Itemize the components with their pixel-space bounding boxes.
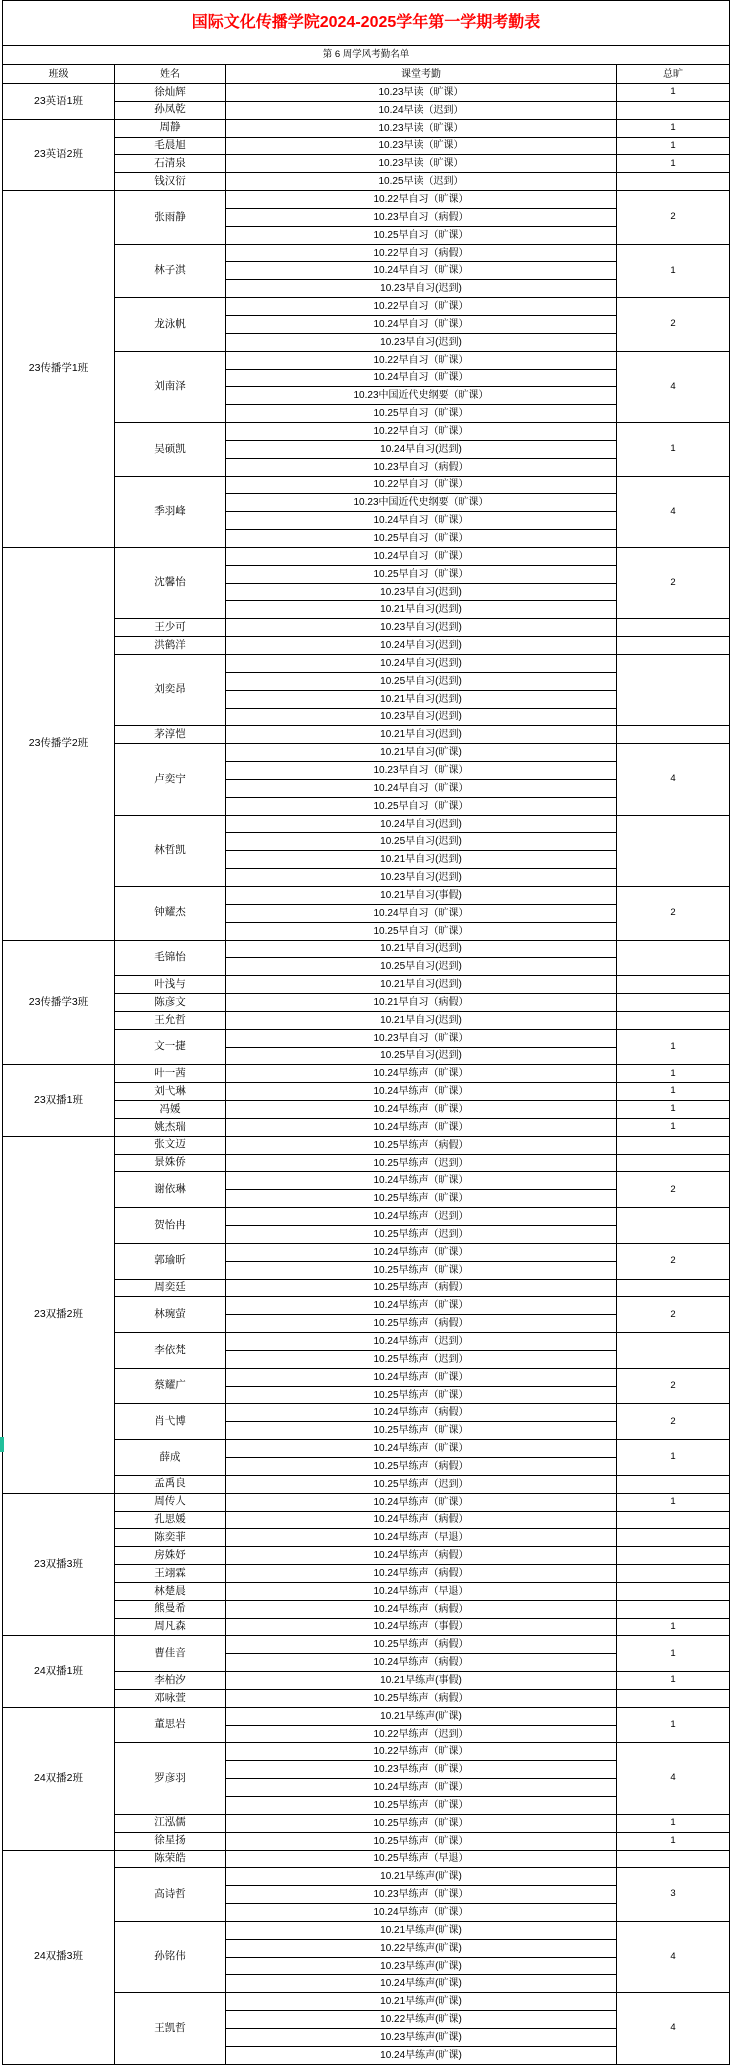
student-name-cell: 文一捷 [115, 1029, 226, 1065]
attendance-record-cell: 10.25早练声（旷课） [226, 1814, 617, 1832]
attendance-record-cell: 10.21早自习(迟到) [226, 726, 617, 744]
attendance-record-cell: 10.22早练声(旷课) [226, 2011, 617, 2029]
attendance-record-cell: 10.21早自习(事假) [226, 886, 617, 904]
attendance-record-cell: 10.24早练声（旷课） [226, 1904, 617, 1922]
attendance-record-cell: 10.25早练声（迟到） [226, 1475, 617, 1493]
absence-total-cell: 4 [617, 1993, 730, 2065]
student-name-cell: 林子淇 [115, 244, 226, 298]
attendance-record-cell: 10.24早自习(迟到) [226, 440, 617, 458]
attendance-record-cell: 10.23早练声（旷课） [226, 1886, 617, 1904]
attendance-record-cell: 10.21早练声(事假) [226, 1672, 617, 1690]
attendance-record-cell: 10.24早练声（旷课） [226, 1440, 617, 1458]
attendance-record-cell: 10.22早自习（旷课） [226, 191, 617, 209]
absence-total-cell: 4 [617, 1743, 730, 1814]
absence-total-cell [617, 1475, 730, 1493]
attendance-record-cell: 10.24早练声（早退） [226, 1582, 617, 1600]
absence-total-cell [617, 976, 730, 994]
student-name-cell: 吴硕凯 [115, 423, 226, 477]
absence-total-cell: 1 [617, 423, 730, 477]
attendance-record-cell: 10.21早自习(迟到) [226, 601, 617, 619]
attendance-record-cell: 10.23早练声(旷课) [226, 1957, 617, 1975]
attendance-record-cell: 10.25早自习（旷课） [226, 226, 617, 244]
attendance-record-cell: 10.24早练声（病假） [226, 1547, 617, 1565]
student-name-cell: 陈荣皓 [115, 1850, 226, 1868]
attendance-record-cell: 10.22早自习（旷课） [226, 298, 617, 316]
student-name-cell: 曹佳音 [115, 1636, 226, 1672]
attendance-record-cell: 10.24早自习（旷课） [226, 262, 617, 280]
attendance-record-cell: 10.21早自习(迟到) [226, 690, 617, 708]
attendance-record-cell: 10.24早练声（事假） [226, 1618, 617, 1636]
class-name-cell: 23传播学3班 [3, 940, 115, 1065]
student-name-cell: 张雨静 [115, 191, 226, 245]
attendance-record-cell: 10.23早读（旷课） [226, 137, 617, 155]
absence-total-cell: 1 [617, 137, 730, 155]
absence-total-cell: 2 [617, 886, 730, 940]
attendance-record-cell: 10.25早练声（旷课） [226, 1832, 617, 1850]
class-name-cell: 23英语2班 [3, 119, 115, 190]
student-name-cell: 洪鹤洋 [115, 637, 226, 655]
student-name-cell: 谢依琳 [115, 1172, 226, 1208]
attendance-record-cell: 10.25早读（迟到） [226, 173, 617, 191]
student-name-cell: 张文迈 [115, 1136, 226, 1154]
attendance-record-cell: 10.24早自习(迟到) [226, 815, 617, 833]
attendance-row [3, 547, 730, 565]
student-name-cell: 叶一茜 [115, 1065, 226, 1083]
subtitle-row [3, 46, 730, 65]
attendance-row [3, 84, 730, 102]
title-row [3, 1, 730, 46]
student-name-cell: 李依梵 [115, 1333, 226, 1369]
col-header-total: 总旷 [617, 65, 730, 84]
attendance-record-cell: 10.21早自习（病假） [226, 994, 617, 1012]
absence-total-cell: 3 [617, 1868, 730, 1922]
attendance-record-cell: 10.24早练声（早退） [226, 1529, 617, 1547]
student-name-cell: 景姝侨 [115, 1154, 226, 1172]
attendance-record-cell: 10.24早自习(迟到) [226, 637, 617, 655]
attendance-record-cell: 10.25早自习（旷课） [226, 797, 617, 815]
attendance-record-cell: 10.25早练声（病假） [226, 1315, 617, 1333]
attendance-record-cell: 10.23早自习（病假） [226, 458, 617, 476]
absence-total-cell: 1 [617, 1832, 730, 1850]
absence-total-cell [617, 1689, 730, 1707]
attendance-record-cell: 10.24早练声（旷课） [226, 1779, 617, 1797]
attendance-record-cell: 10.23早自习（病假） [226, 208, 617, 226]
absence-total-cell [617, 619, 730, 637]
student-name-cell: 熊曼希 [115, 1600, 226, 1618]
absence-total-cell [617, 173, 730, 191]
student-name-cell: 罗彦羽 [115, 1743, 226, 1814]
absence-total-cell [617, 1511, 730, 1529]
student-name-cell: 姚杰瑞 [115, 1118, 226, 1136]
attendance-row [3, 1493, 730, 1511]
attendance-record-cell: 10.22早练声(旷课) [226, 1939, 617, 1957]
attendance-record-cell: 10.24早练声（病假） [226, 1654, 617, 1672]
attendance-row [3, 1636, 730, 1654]
absence-total-cell [617, 1600, 730, 1618]
student-name-cell: 林琬萤 [115, 1297, 226, 1333]
attendance-record-cell: 10.21早练声(旷课) [226, 1921, 617, 1939]
absence-total-cell: 1 [617, 155, 730, 173]
student-name-cell: 周奕廷 [115, 1279, 226, 1297]
absence-total-cell [617, 1850, 730, 1868]
class-name-cell: 23双播3班 [3, 1493, 115, 1636]
attendance-record-cell: 10.23早自习（旷课） [226, 1029, 617, 1047]
attendance-record-cell: 10.24早练声（旷课） [226, 1493, 617, 1511]
attendance-record-cell: 10.25早自习(迟到) [226, 1047, 617, 1065]
student-name-cell: 高诗哲 [115, 1868, 226, 1922]
attendance-record-cell: 10.21早练声(旷课) [226, 1707, 617, 1725]
attendance-record-cell: 10.21早自习(旷课) [226, 744, 617, 762]
attendance-record-cell: 10.24早练声（旷课） [226, 1065, 617, 1083]
absence-total-cell: 1 [617, 1083, 730, 1101]
attendance-record-cell: 10.25早练声（病假） [226, 1279, 617, 1297]
attendance-record-cell: 10.23早自习(迟到) [226, 333, 617, 351]
absence-total-cell: 1 [617, 1672, 730, 1690]
student-name-cell: 孔思媛 [115, 1511, 226, 1529]
attendance-record-cell: 10.24早自习（旷课） [226, 512, 617, 530]
attendance-record-cell: 10.23早自习(迟到) [226, 869, 617, 887]
attendance-record-cell: 10.25早练声（迟到） [226, 1154, 617, 1172]
attendance-record-cell: 10.21早自习(迟到) [226, 851, 617, 869]
absence-total-cell: 4 [617, 744, 730, 815]
absence-total-cell: 4 [617, 1921, 730, 1992]
absence-total-cell: 1 [617, 1101, 730, 1119]
absence-total-cell: 1 [617, 84, 730, 102]
attendance-record-cell: 10.25早练声（迟到） [226, 1350, 617, 1368]
attendance-record-cell: 10.23早自习(迟到) [226, 280, 617, 298]
attendance-record-cell: 10.25早自习(迟到) [226, 833, 617, 851]
attendance-record-cell: 10.23早读（旷课） [226, 119, 617, 137]
attendance-record-cell: 10.25早练声（病假） [226, 1689, 617, 1707]
absence-total-cell [617, 815, 730, 886]
attendance-row [3, 1065, 730, 1083]
absence-total-cell: 1 [617, 1707, 730, 1743]
student-name-cell: 江泓儒 [115, 1814, 226, 1832]
student-name-cell: 王凯哲 [115, 1993, 226, 2065]
attendance-record-cell: 10.24早练声(旷课) [226, 2046, 617, 2064]
attendance-record-cell: 10.25早练声（病假） [226, 1457, 617, 1475]
attendance-record-cell: 10.22早自习（病假） [226, 244, 617, 262]
class-name-cell: 23传播学2班 [3, 547, 115, 940]
attendance-record-cell: 10.22早练声（旷课） [226, 1743, 617, 1761]
student-name-cell: 沈馨怡 [115, 547, 226, 618]
attendance-record-cell: 10.24早练声（迟到） [226, 1208, 617, 1226]
attendance-record-cell: 10.25早练声（病假） [226, 1136, 617, 1154]
attendance-record-cell: 10.25早练声（旷课） [226, 1422, 617, 1440]
absence-total-cell [617, 637, 730, 655]
student-name-cell: 石清泉 [115, 155, 226, 173]
student-name-cell: 肖弋博 [115, 1404, 226, 1440]
attendance-record-cell: 10.23早自习(迟到) [226, 619, 617, 637]
attendance-record-cell: 10.23早练声（旷课） [226, 1761, 617, 1779]
absence-total-cell: 1 [617, 1636, 730, 1672]
student-name-cell: 林哲凯 [115, 815, 226, 886]
attendance-record-cell: 10.25早练声（迟到） [226, 1226, 617, 1244]
student-name-cell: 蔡耀广 [115, 1368, 226, 1404]
student-name-cell: 叶浅与 [115, 976, 226, 994]
attendance-rows [3, 84, 730, 2065]
attendance-record-cell: 10.25早练声（旷课） [226, 1797, 617, 1815]
student-name-cell: 徐星扬 [115, 1832, 226, 1850]
absence-total-cell [617, 1565, 730, 1583]
absence-total-cell: 2 [617, 1172, 730, 1208]
attendance-record-cell: 10.25早自习（旷课） [226, 405, 617, 423]
attendance-record-cell: 10.23早读（旷课） [226, 84, 617, 102]
absence-total-cell: 2 [617, 1297, 730, 1333]
class-name-cell: 24双播3班 [3, 1850, 115, 2064]
absence-total-cell: 1 [617, 1440, 730, 1476]
student-name-cell: 郭瑜昕 [115, 1243, 226, 1279]
student-name-cell: 孙铭伟 [115, 1921, 226, 1992]
attendance-table [2, 0, 730, 2065]
student-name-cell: 李柏汐 [115, 1672, 226, 1690]
absence-total-cell: 2 [617, 1404, 730, 1440]
student-name-cell: 董思岩 [115, 1707, 226, 1743]
attendance-record-cell: 10.23早自习(迟到) [226, 708, 617, 726]
attendance-record-cell: 10.24早练声（迟到） [226, 1333, 617, 1351]
student-name-cell: 龙泳帆 [115, 298, 226, 352]
attendance-record-cell: 10.24早练声（病假） [226, 1565, 617, 1583]
student-name-cell: 贺怡冉 [115, 1208, 226, 1244]
absence-total-cell: 2 [617, 1243, 730, 1279]
student-name-cell: 周凡森 [115, 1618, 226, 1636]
absence-total-cell [617, 1136, 730, 1154]
absence-total-cell [617, 655, 730, 726]
absence-total-cell [617, 1547, 730, 1565]
absence-total-cell [617, 1154, 730, 1172]
attendance-record-cell: 10.25早自习(迟到) [226, 958, 617, 976]
absence-total-cell [617, 940, 730, 976]
week-subtitle: 第 6 周学风考勤名单 [3, 46, 730, 65]
student-name-cell: 刘南泽 [115, 351, 226, 422]
attendance-row [3, 1707, 730, 1725]
absence-total-cell: 2 [617, 298, 730, 352]
student-name-cell: 孙凤乾 [115, 101, 226, 119]
attendance-record-cell: 10.22早练声（迟到） [226, 1725, 617, 1743]
student-name-cell: 毛锦怡 [115, 940, 226, 976]
attendance-record-cell: 10.24早练声（病假） [226, 1511, 617, 1529]
col-header-name: 姓名 [115, 65, 226, 84]
selection-marker [0, 1437, 4, 1452]
attendance-record-cell: 10.25早练声（病假） [226, 1636, 617, 1654]
attendance-record-cell: 10.21早自习(迟到) [226, 1011, 617, 1029]
attendance-record-cell: 10.23早读（旷课） [226, 155, 617, 173]
absence-total-cell: 1 [617, 119, 730, 137]
col-header-attendance: 课堂考勤 [226, 65, 617, 84]
student-name-cell: 邓咏萱 [115, 1689, 226, 1707]
attendance-record-cell: 10.24早读（迟到） [226, 101, 617, 119]
attendance-row [3, 1136, 730, 1154]
column-header-row [3, 65, 730, 84]
attendance-record-cell: 10.21早练声(旷课) [226, 1868, 617, 1886]
absence-total-cell: 1 [617, 1065, 730, 1083]
absence-total-cell: 1 [617, 1618, 730, 1636]
attendance-record-cell: 10.24早练声（病假） [226, 1404, 617, 1422]
absence-total-cell: 2 [617, 1368, 730, 1404]
absence-total-cell [617, 1529, 730, 1547]
student-name-cell: 茅淳恺 [115, 726, 226, 744]
absence-total-cell: 1 [617, 1814, 730, 1832]
attendance-record-cell: 10.24早自习（旷课） [226, 369, 617, 387]
absence-total-cell [617, 1333, 730, 1369]
attendance-record-cell: 10.24早自习（旷课） [226, 547, 617, 565]
class-name-cell: 23双播1班 [3, 1065, 115, 1136]
student-name-cell: 钟耀杰 [115, 886, 226, 940]
attendance-record-cell: 10.24早自习（旷课） [226, 904, 617, 922]
absence-total-cell [617, 726, 730, 744]
attendance-record-cell: 10.24早练声（旷课） [226, 1297, 617, 1315]
student-name-cell: 王允哲 [115, 1011, 226, 1029]
student-name-cell: 周传人 [115, 1493, 226, 1511]
class-name-cell: 23传播学1班 [3, 191, 115, 548]
attendance-record-cell: 10.25早自习（旷课） [226, 922, 617, 940]
student-name-cell: 孟禹良 [115, 1475, 226, 1493]
absence-total-cell: 2 [617, 547, 730, 618]
attendance-record-cell: 10.22早自习（旷课） [226, 476, 617, 494]
page-title: 国际文化传播学院2024-2025学年第一学期考勤表 [3, 1, 730, 46]
attendance-record-cell: 10.25早练声（旷课） [226, 1190, 617, 1208]
attendance-record-cell: 10.24早练声（旷课） [226, 1083, 617, 1101]
student-name-cell: 陈奕菲 [115, 1529, 226, 1547]
attendance-record-cell: 10.23中国近代史纲要（旷课） [226, 387, 617, 405]
attendance-record-cell: 10.24早练声（旷课） [226, 1118, 617, 1136]
attendance-record-cell: 10.22早自习（旷课） [226, 351, 617, 369]
student-name-cell: 刘奕昂 [115, 655, 226, 726]
class-name-cell: 23英语1班 [3, 84, 115, 120]
absence-total-cell: 4 [617, 476, 730, 547]
attendance-record-cell: 10.22早自习（旷课） [226, 423, 617, 441]
student-name-cell: 陈彦文 [115, 994, 226, 1012]
attendance-row [3, 940, 730, 958]
absence-total-cell: 1 [617, 244, 730, 298]
class-name-cell: 24双播1班 [3, 1636, 115, 1707]
student-name-cell: 徐灿辉 [115, 84, 226, 102]
attendance-record-cell: 10.21早练声(旷课) [226, 1993, 617, 2011]
student-name-cell: 周静 [115, 119, 226, 137]
class-name-cell: 23双播2班 [3, 1136, 115, 1493]
attendance-record-cell: 10.25早自习（旷课） [226, 530, 617, 548]
attendance-row [3, 1850, 730, 1868]
attendance-record-cell: 10.23中国近代史纲要（旷课） [226, 494, 617, 512]
attendance-record-cell: 10.23早自习（旷课） [226, 762, 617, 780]
col-header-class: 班级 [3, 65, 115, 84]
attendance-record-cell: 10.25早练声（旷课） [226, 1261, 617, 1279]
attendance-row [3, 119, 730, 137]
attendance-record-cell: 10.23早自习(迟到) [226, 583, 617, 601]
student-name-cell: 毛晨旭 [115, 137, 226, 155]
student-name-cell: 季羽峰 [115, 476, 226, 547]
student-name-cell: 钱汉衍 [115, 173, 226, 191]
student-name-cell: 林楚晨 [115, 1582, 226, 1600]
absence-total-cell [617, 101, 730, 119]
absence-total-cell [617, 1208, 730, 1244]
attendance-record-cell: 10.24早练声（旷课） [226, 1172, 617, 1190]
student-name-cell: 王少可 [115, 619, 226, 637]
attendance-record-cell: 10.25早自习（旷课） [226, 565, 617, 583]
student-name-cell: 刘弋琳 [115, 1083, 226, 1101]
attendance-record-cell: 10.23早练声(旷课) [226, 2028, 617, 2046]
class-name-cell: 24双播2班 [3, 1707, 115, 1850]
attendance-record-cell: 10.21早自习(迟到) [226, 976, 617, 994]
attendance-record-cell: 10.24早练声（旷课） [226, 1243, 617, 1261]
student-name-cell: 王翊霖 [115, 1565, 226, 1583]
attendance-record-cell: 10.24早练声（病假） [226, 1600, 617, 1618]
attendance-record-cell: 10.25早练声（早退） [226, 1850, 617, 1868]
attendance-record-cell: 10.24早练声(旷课) [226, 1975, 617, 1993]
absence-total-cell [617, 994, 730, 1012]
attendance-record-cell: 10.24早自习（旷课） [226, 315, 617, 333]
absence-total-cell [617, 1279, 730, 1297]
attendance-record-cell: 10.21早自习(迟到) [226, 940, 617, 958]
absence-total-cell: 1 [617, 1493, 730, 1511]
student-name-cell: 房姝妤 [115, 1547, 226, 1565]
absence-total-cell: 4 [617, 351, 730, 422]
attendance-record-cell: 10.24早练声（旷课） [226, 1101, 617, 1119]
attendance-record-cell: 10.25早练声（旷课） [226, 1386, 617, 1404]
absence-total-cell: 1 [617, 1118, 730, 1136]
attendance-record-cell: 10.24早练声（旷课） [226, 1368, 617, 1386]
student-name-cell: 薛成 [115, 1440, 226, 1476]
attendance-record-cell: 10.24早自习(迟到) [226, 655, 617, 673]
absence-total-cell: 1 [617, 1029, 730, 1065]
attendance-record-cell: 10.24早自习（旷课） [226, 779, 617, 797]
absence-total-cell: 2 [617, 191, 730, 245]
student-name-cell: 卢奕宁 [115, 744, 226, 815]
absence-total-cell [617, 1582, 730, 1600]
attendance-row [3, 191, 730, 209]
student-name-cell: 冯媛 [115, 1101, 226, 1119]
absence-total-cell [617, 1011, 730, 1029]
attendance-record-cell: 10.25早自习(迟到) [226, 672, 617, 690]
